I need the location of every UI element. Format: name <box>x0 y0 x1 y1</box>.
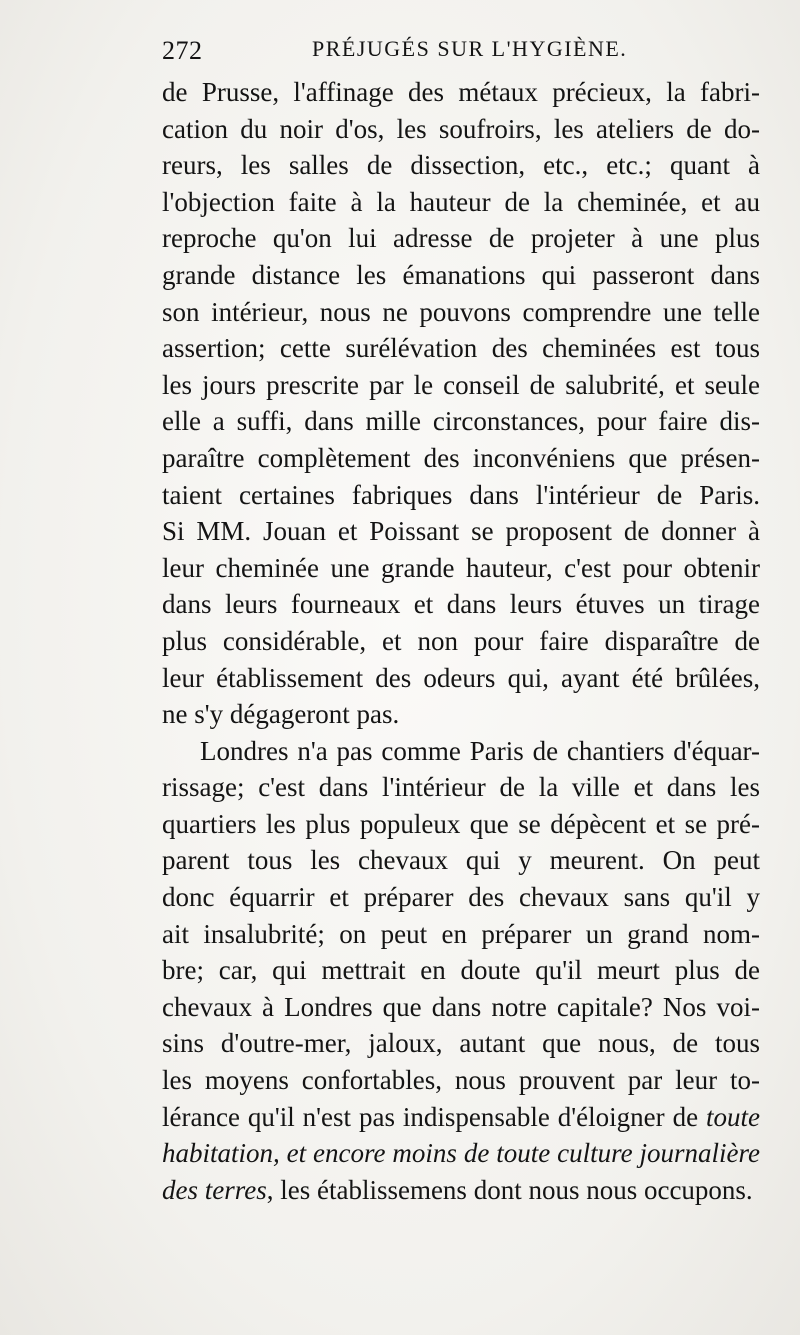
text-line: reproche qu'on lui adresse de projeter à une plus <box>162 223 760 254</box>
text-line: leur cheminée une grande hauteur, c'est pour obtenir <box>162 552 760 583</box>
text-line: grande distance les émanations qui passeront dans <box>162 259 760 290</box>
text-line: les moyens confortables, nous prouvent par leur to- <box>162 1065 760 1096</box>
text-line: cation du noir d'os, les soufroirs, les ateliers de do- <box>162 113 760 144</box>
body-text <box>162 74 760 1208</box>
text-line-mixed <box>162 1172 760 1209</box>
text-line: quartiers les plus populeux que se dépècent et se pré- <box>162 808 760 839</box>
text-line: reurs, les salles de dissection, etc., etc.; quant à <box>162 150 760 181</box>
page-number: 272 <box>162 36 203 65</box>
running-head: PRÉJUGÉS SUR L'HYGIÈNE. <box>312 36 628 61</box>
text-line: sins d'outre-mer, jaloux, autant que nous, de tous <box>162 1028 760 1059</box>
text-line: bre; car, qui mettrait en doute qu'il meurt plus de <box>162 955 760 986</box>
text-line: elle a suffi, dans mille circonstances, pour faire dis- <box>162 406 760 437</box>
text-segment: lérance qu'il n'est pas indispensable d'éloigner de <box>162 1101 699 1132</box>
text-segment: , les établissemens dont nous nous occupons. <box>266 1174 753 1205</box>
page-header <box>162 36 760 72</box>
text-line: plus considérable, et non pour faire disparaître de <box>162 625 760 656</box>
text-line: chevaux à Londres que dans notre capitale? Nos voi- <box>162 991 760 1022</box>
text-line: taient certaines fabriques dans l'intérieur de Paris. <box>162 479 760 510</box>
text-line: Si MM. Jouan et Poissant se proposent de donner à <box>162 516 760 547</box>
text-line: l'objection faite à la hauteur de la cheminée, et au <box>162 186 760 217</box>
text-line: rissage; c'est dans l'intérieur de la ville et dans les <box>162 772 760 803</box>
text-line: donc équarrir et préparer des chevaux sans qu'il y <box>162 882 760 913</box>
text-line: parent tous les chevaux qui y meurent. On peut <box>162 845 760 876</box>
text-line: dans leurs fourneaux et dans leurs étuves un tirage <box>162 589 760 620</box>
text-line: de Prusse, l'affinage des métaux précieux, la fabri- <box>162 77 760 107</box>
text-line: les jours prescrite par le conseil de salubrité, et seule <box>162 369 760 400</box>
text-line-mixed <box>162 1099 760 1136</box>
text-line-italic: habitation, et encore moins de toute culture journalière <box>162 1138 760 1169</box>
italic-segment: toute <box>706 1101 760 1132</box>
text-line: ait insalubrité; on peut en préparer un grand nom- <box>162 918 760 949</box>
text-line: assertion; cette surélévation des cheminées est tous <box>162 333 760 364</box>
text-line: Londres n'a pas comme Paris de chantiers d'équar- <box>200 735 760 766</box>
text-line: son intérieur, nous ne pouvons comprendre une telle <box>162 296 760 327</box>
text-line: paraître complètement des inconvéniens que présen- <box>162 442 760 473</box>
text-line: ne s'y dégageront pas. <box>162 699 400 730</box>
text-line: leur établissement des odeurs qui, ayant été brûlées, <box>162 662 760 693</box>
italic-segment: des terres <box>162 1174 267 1205</box>
